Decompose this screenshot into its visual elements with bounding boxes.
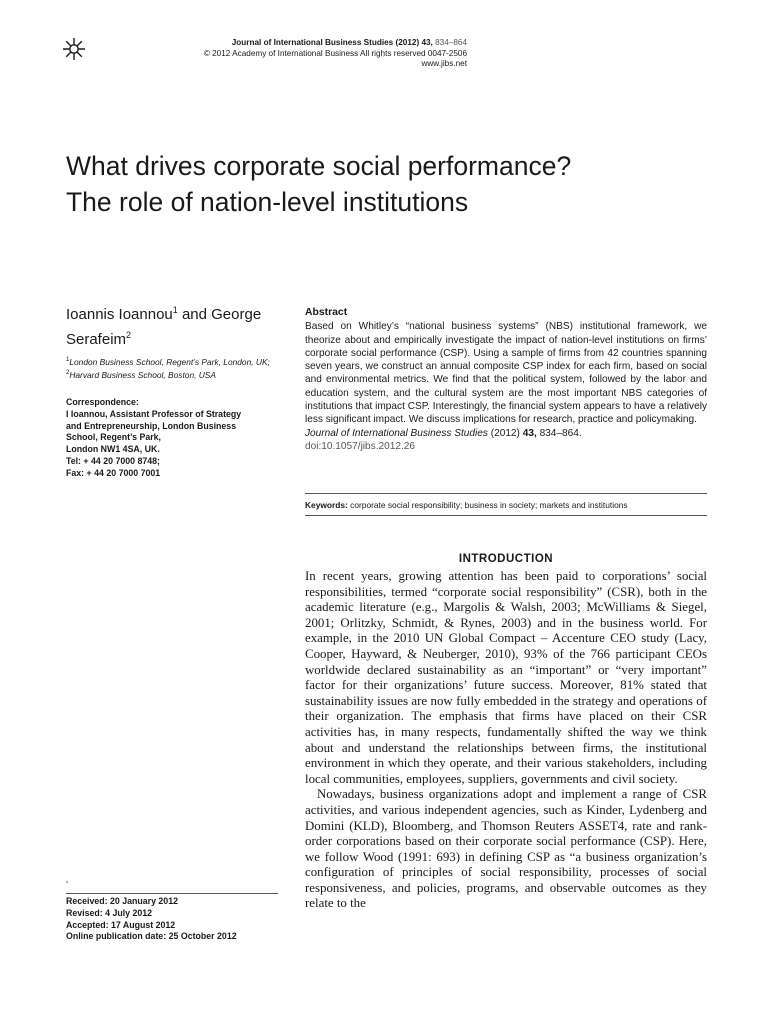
citation-year: (2012) — [487, 427, 523, 439]
publication-dates — [66, 896, 281, 943]
correspondence-line: Correspondence: — [66, 397, 139, 407]
journal-url[interactable]: www.jibs.net — [421, 59, 467, 68]
author-1: Ioannis Ioannou — [66, 306, 173, 323]
citation-journal: Journal of International Business Studies — [305, 427, 488, 439]
author-2-affil-mark: 2 — [126, 330, 132, 340]
citation-volume: 43, — [522, 427, 537, 439]
dates-rule — [66, 893, 278, 894]
date-received: Received: 20 January 2012 — [66, 896, 178, 906]
correspondence-line: I Ioannou, Assistant Professor of Strategy — [66, 408, 242, 419]
affiliation-1: London Business School, Regent’s Park, London, UK; — [69, 356, 270, 367]
abstract-heading: Abstract — [305, 307, 348, 318]
article-title — [66, 148, 726, 220]
affiliations — [66, 355, 281, 382]
date-revised: Revised: 4 July 2012 — [66, 907, 153, 918]
introduction-heading: INTRODUCTION — [458, 553, 554, 565]
abstract-body: Based on Whitley’s “national business systems” (NBS) institutional framework, we theorize about and empirically investigate the impact of nation-level institutions on firms’ corporate social performance (CSP). Using a sample of firms from 42 countries spanning seven years, we construct an annual composite CSP index for each firm, based on social and environmental metrics. We find that the political system, followed by the labor and education system, and the cultural system are the most important NBS categories of institutions that impact CSP. Interestingly, the financial system appears to have a relatively less significant impact. We discuss implications for research, practice and policymaking. — [305, 321, 707, 426]
citation-pages: 834–864. — [536, 427, 582, 439]
correspondence-fax: Fax: + 44 20 7000 7001 — [66, 467, 161, 478]
keywords-top-rule — [305, 493, 707, 494]
article-title-line-1: What drives corporate social performance? — [66, 151, 572, 181]
introduction-body — [305, 569, 707, 912]
affil-mark-1: 1 — [66, 357, 70, 363]
correspondence-line: School, Regent’s Park, — [66, 432, 162, 443]
journal-pages: 834–864 — [435, 38, 467, 47]
keywords — [305, 500, 707, 511]
correspondence-line: and Entrepreneurship, London Business — [66, 420, 237, 431]
keywords-text: corporate social responsibility; business in society; markets and institutions — [347, 500, 628, 510]
keywords-label: Keywords: — [305, 500, 348, 510]
journal-info — [204, 38, 467, 70]
correspondence-tel: Tel: + 44 20 7000 8748; — [66, 455, 160, 466]
intro-paragraph: In recent years, growing attention has been paid to corporations’ social responsibilities, termed “corporate social responsibility” (CSR), both in the academic literature (e.g., Margolis & Walsh, 2003; McWilliams & Siegel, 2001; Orlitzky, Schmidt, & Rynes, 2003) and in the business world. For example, in the 2010 UN Global Compact – Accenture CEO study (Lacy, Cooper, Hayward, & Neuberger, 2010), 93% of the 766 participant CEOs worldwide declared sustainability as an “important” or “very important” factor for their organizations’ future success. Moreover, 81% stated that sustainability issues are now fully embedded in the strategy and operations of their organization. The emphasis that firms have placed on their CSR activities has, in many respects, fundamentally shifted the way we think about and understand the relationships between firms, the institutional environment in which they operate, and their various stakeholders, including local communities, employees, suppliers, governments and civil society. — [305, 569, 707, 786]
intro-paragraph: Nowadays, business organizations adopt and implement a range of CSR activities, and various independent agencies, such as Kinder, Lydenberg and Domini (KLD), Bloomberg, and Thomson Reuters ASSET4, rate and rank-order corporations based on their corporate social performance (CSP). Here, we follow Wood (1991: 693) in defining CSP as “a business organization’s configuration of principles of social responsibility, processes of social responsiveness, and policies, programs, and observable outcomes as they relate to the — [305, 787, 707, 911]
journal-logo-icon — [62, 37, 86, 61]
author-conjunction: and George — [177, 306, 262, 323]
affiliation-2: Harvard Business School, Boston, USA — [69, 370, 216, 381]
footnote-mark: ‚ — [66, 874, 68, 884]
journal-name: Journal of International Business Studies (2012) 43, — [231, 38, 433, 47]
affil-mark-2: 2 — [66, 370, 70, 377]
correspondence-line: London NW1 4SA, UK. — [66, 444, 160, 455]
article-title-line-2: The role of nation-level institutions — [66, 187, 469, 217]
abstract — [305, 306, 707, 453]
date-accepted: Accepted: 17 August 2012 — [66, 919, 176, 930]
doi-link[interactable]: doi:10.1057/jibs.2012.26 — [305, 440, 416, 452]
author-list — [66, 300, 281, 350]
abstract-citation — [305, 427, 707, 440]
keywords-bottom-rule — [305, 515, 707, 516]
journal-copyright: © 2012 Academy of International Business All rights reserved 0047-2506 — [203, 48, 467, 58]
date-online-publication: Online publication date: 25 October 2012 — [66, 931, 237, 942]
correspondence — [66, 397, 281, 480]
author-1-affil-mark: 1 — [172, 305, 178, 315]
author-2: Serafeim — [66, 331, 127, 348]
